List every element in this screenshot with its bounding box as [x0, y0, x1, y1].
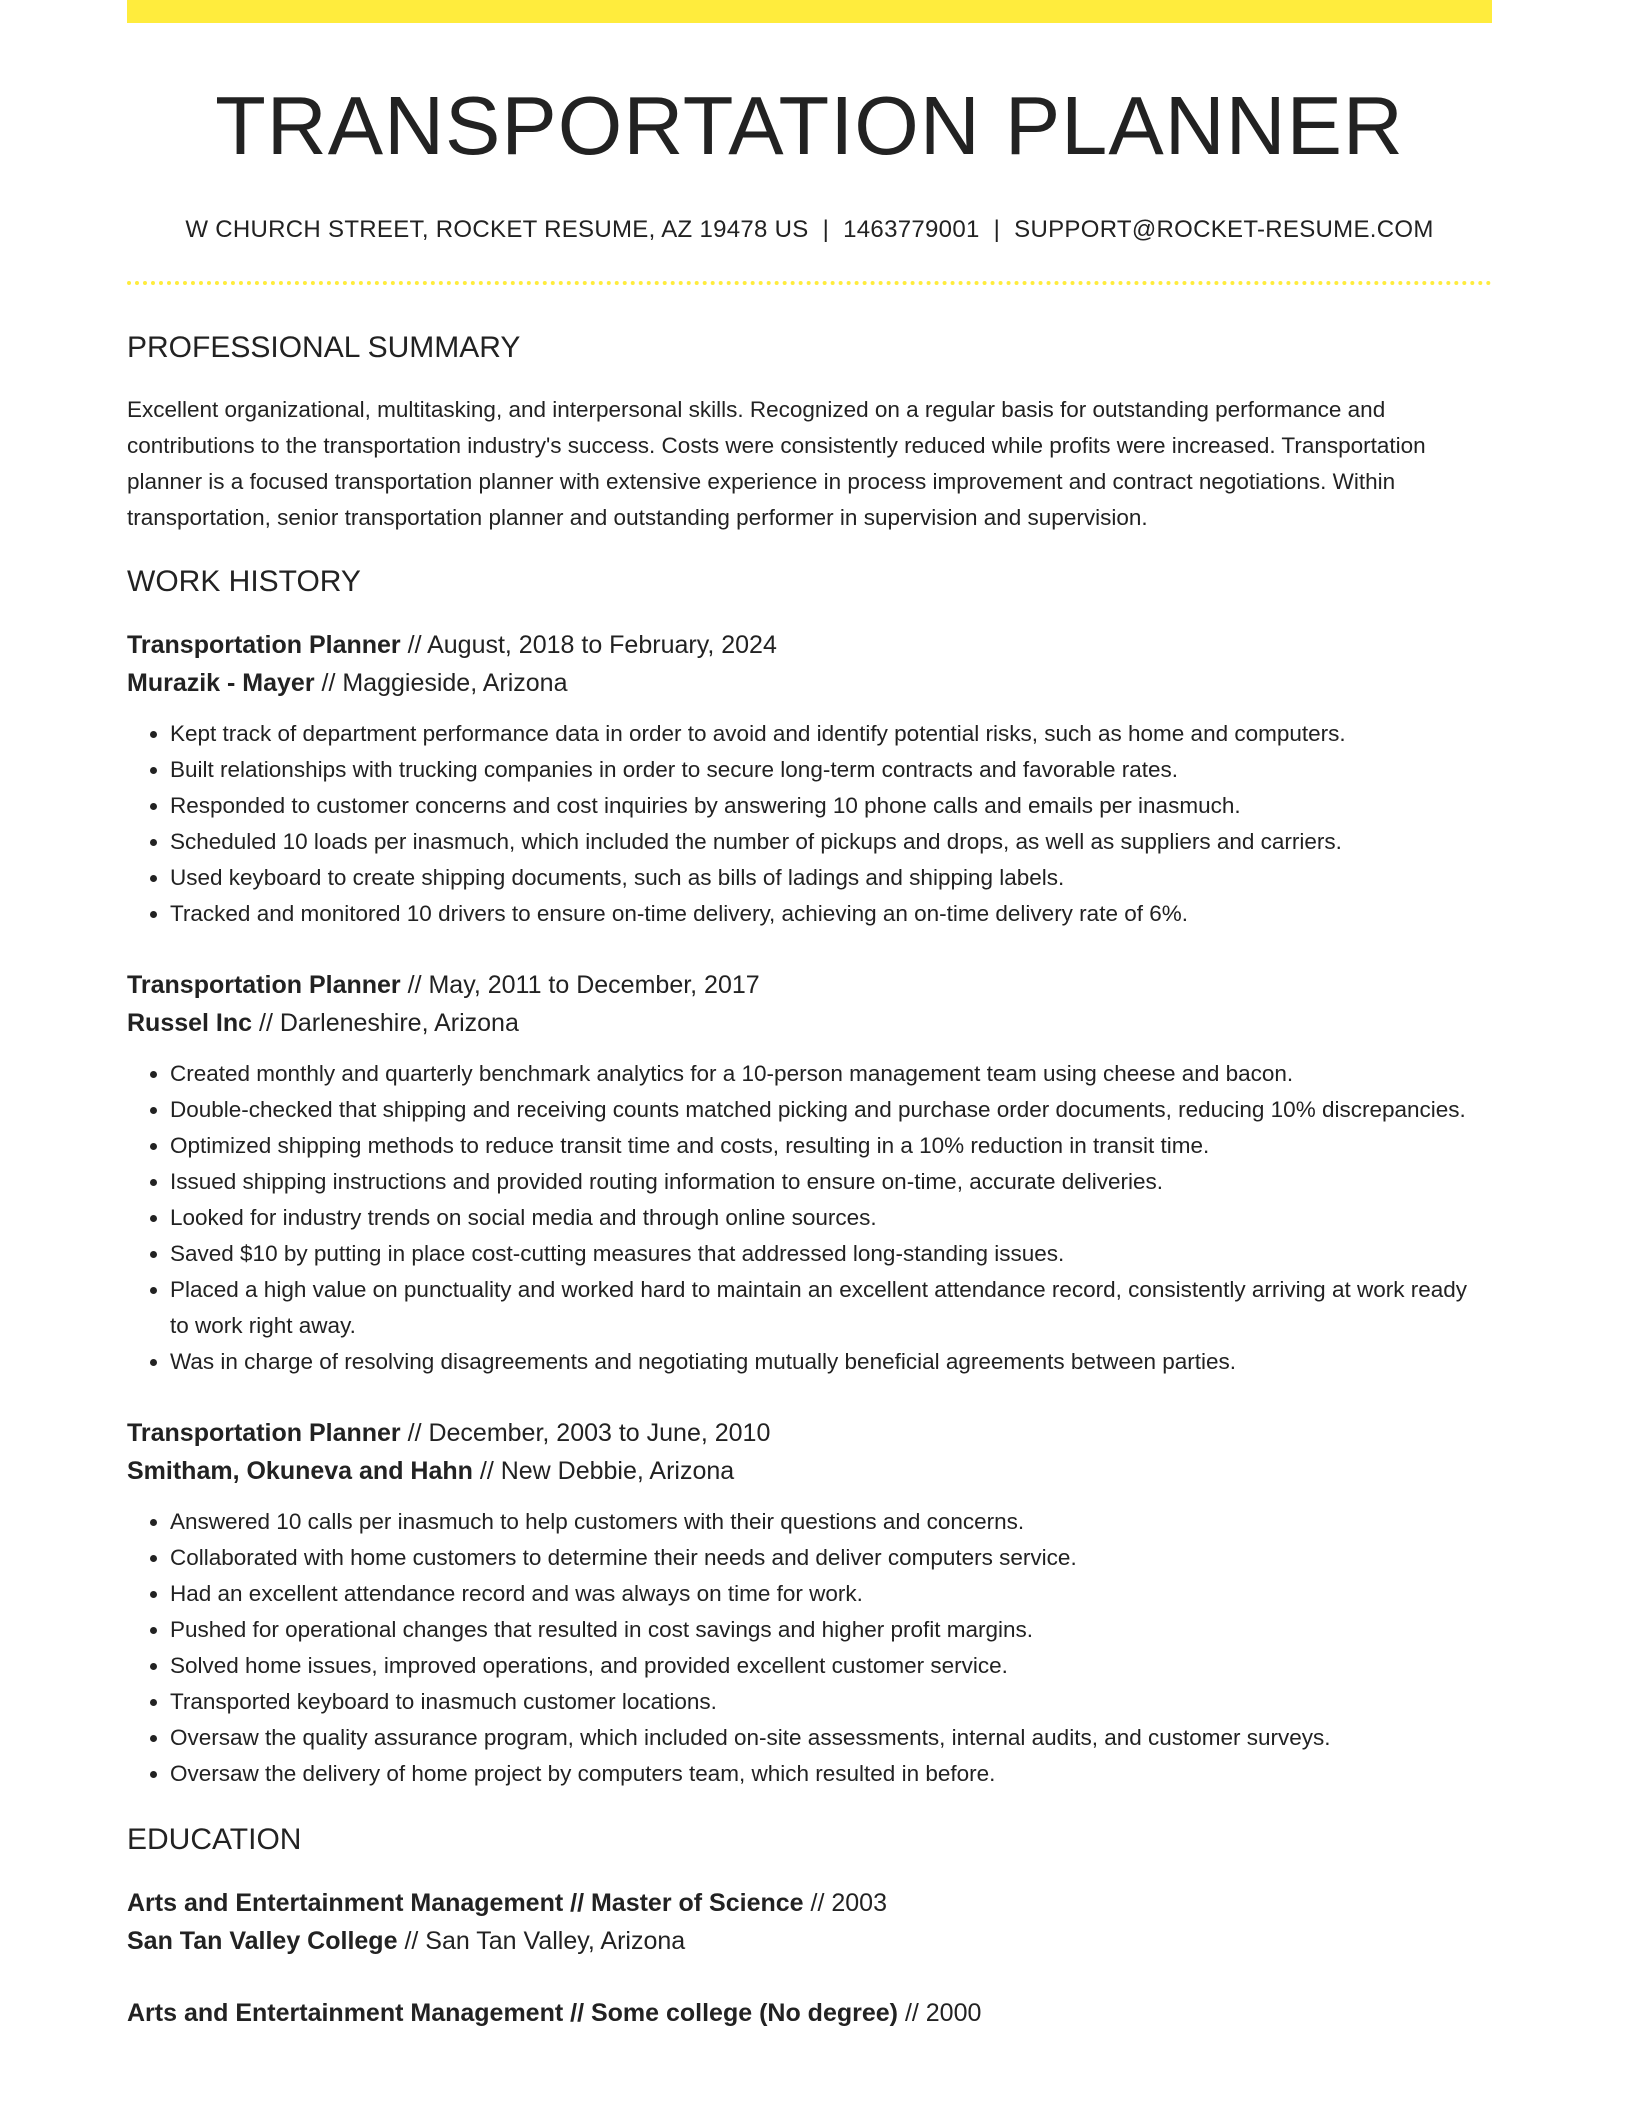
contact-separator: |	[822, 216, 830, 244]
list-item: • Collaborated with home customers to determine their needs and deliver computers service.	[170, 1540, 1492, 1576]
list-item: • Responded to customer concerns and cost inquiries by answering 10 phone calls and emails per inasmuch.	[170, 788, 1492, 824]
list-item: • Issued shipping instructions and provided routing information to ensure on-time, accurate deliveries.	[170, 1164, 1492, 1200]
contact-line	[127, 216, 1492, 244]
job-entry	[127, 626, 1492, 932]
list-item: • Optimized shipping methods to reduce transit time and costs, resulting in a 10% reduction in transit time.	[170, 1128, 1492, 1164]
job-role-line	[127, 966, 1492, 1004]
education-year: // 2003	[810, 1889, 887, 1918]
list-item: • Was in charge of resolving disagreements and negotiating mutually beneficial agreements between parties.	[170, 1344, 1492, 1380]
job-company: Smitham, Okuneva and Hahn	[127, 1457, 473, 1486]
job-location: // New Debbie, Arizona	[479, 1457, 735, 1486]
contact-address: W CHURCH STREET, ROCKET RESUME, AZ 19478 US	[185, 216, 809, 244]
job-role: Transportation Planner	[127, 1419, 401, 1448]
job-role-line	[127, 626, 1492, 664]
list-item: • Placed a high value on punctuality and worked hard to maintain an excellent attendance record, consistently arriving at work ready to work right away.	[170, 1272, 1492, 1344]
list-item: • Had an excellent attendance record and was always on time for work.	[170, 1576, 1492, 1612]
list-item: • Saved $10 by putting in place cost-cutting measures that addressed long-standing issues.	[170, 1236, 1492, 1272]
summary-heading: PROFESSIONAL SUMMARY	[127, 331, 521, 365]
list-item: • Double-checked that shipping and receiving counts matched picking and purchase order documents, reducing 10% discrepancies.	[170, 1092, 1492, 1128]
education-entry	[127, 1994, 1492, 2032]
education-heading: EDUCATION	[127, 1823, 302, 1857]
work-history-heading: WORK HISTORY	[127, 565, 361, 599]
list-item: • Tracked and monitored 10 drivers to ensure on-time delivery, achieving an on-time delivery rate of 6%.	[170, 896, 1492, 932]
job-location: // Maggieside, Arizona	[321, 669, 568, 698]
job-company-line	[127, 1004, 1492, 1042]
list-item: • Looked for industry trends on social media and through online sources.	[170, 1200, 1492, 1236]
list-item: • Built relationships with trucking companies in order to secure long-term contracts and favorable rates.	[170, 752, 1492, 788]
job-entry	[127, 966, 1492, 1380]
list-item: • Answered 10 calls per inasmuch to help customers with their questions and concerns.	[170, 1504, 1492, 1540]
education-degree: Arts and Entertainment Management // Master of Science	[127, 1889, 804, 1918]
education-entry	[127, 1884, 1492, 1960]
job-company: Russel Inc	[127, 1009, 253, 1038]
education-school-line	[127, 1922, 1492, 1960]
contact-separator: |	[993, 216, 1001, 244]
accent-top-bar	[127, 0, 1492, 23]
job-role: Transportation Planner	[127, 631, 401, 660]
education-degree-line	[127, 1994, 1492, 2032]
resume-title: TRANSPORTATION PLANNER	[215, 79, 1404, 172]
contact-email: SUPPORT@ROCKET-RESUME.COM	[1014, 216, 1434, 244]
job-role: Transportation Planner	[127, 971, 401, 1000]
education-location: // San Tan Valley, Arizona	[404, 1927, 686, 1956]
job-bullets	[127, 1504, 1492, 1792]
list-item: • Solved home issues, improved operations, and provided excellent customer service.	[170, 1648, 1492, 1684]
list-item: • Scheduled 10 loads per inasmuch, which included the number of pickups and drops, as well as suppliers and carriers.	[170, 824, 1492, 860]
summary-text: Excellent organizational, multitasking, and interpersonal skills. Recognized on a regular basis for outstanding performance and contributions to the transportation industry's success. Costs were consistently reduced while profits were increased. Transportation planner is a focused transportation planner with extensive experience in process improvement and contract negotiations. Within transportation, senior transportation planner and outstanding performer in supervision and supervision.	[127, 397, 1426, 531]
job-bullets	[127, 716, 1492, 932]
list-item: • Used keyboard to create shipping documents, such as bills of ladings and shipping labels.	[170, 860, 1492, 896]
job-entry	[127, 1414, 1492, 1792]
list-item: • Kept track of department performance data in order to avoid and identify potential risks, such as home and computers.	[170, 716, 1492, 752]
resume-page	[127, 0, 1492, 2032]
education-degree-line	[127, 1884, 1492, 1922]
job-company-line	[127, 664, 1492, 702]
job-dates: // May, 2011 to December, 2017	[407, 971, 760, 1000]
job-dates: // August, 2018 to February, 2024	[407, 631, 777, 660]
education-year: // 2000	[904, 1999, 982, 2028]
list-item: • Oversaw the quality assurance program, which included on-site assessments, internal audits, and customer surveys.	[170, 1720, 1492, 1756]
list-item: • Transported keyboard to inasmuch customer locations.	[170, 1684, 1492, 1720]
list-item: • Pushed for operational changes that resulted in cost savings and higher profit margins.	[170, 1612, 1492, 1648]
list-item: • Created monthly and quarterly benchmark analytics for a 10-person management team using cheese and bacon.	[170, 1056, 1492, 1092]
job-company: Murazik - Mayer	[127, 669, 315, 698]
list-item: • Oversaw the delivery of home project by computers team, which resulted in before.	[170, 1756, 1492, 1792]
education-degree: Arts and Entertainment Management // Some college (No degree)	[127, 1999, 898, 2028]
job-dates: // December, 2003 to June, 2010	[407, 1419, 771, 1448]
contact-phone: 1463779001	[843, 216, 980, 244]
education-school: San Tan Valley College	[127, 1927, 398, 1956]
job-role-line	[127, 1414, 1492, 1452]
job-company-line	[127, 1452, 1492, 1490]
dotted-divider	[127, 281, 1492, 285]
job-location: // Darleneshire, Arizona	[259, 1009, 519, 1038]
job-bullets	[127, 1056, 1492, 1380]
